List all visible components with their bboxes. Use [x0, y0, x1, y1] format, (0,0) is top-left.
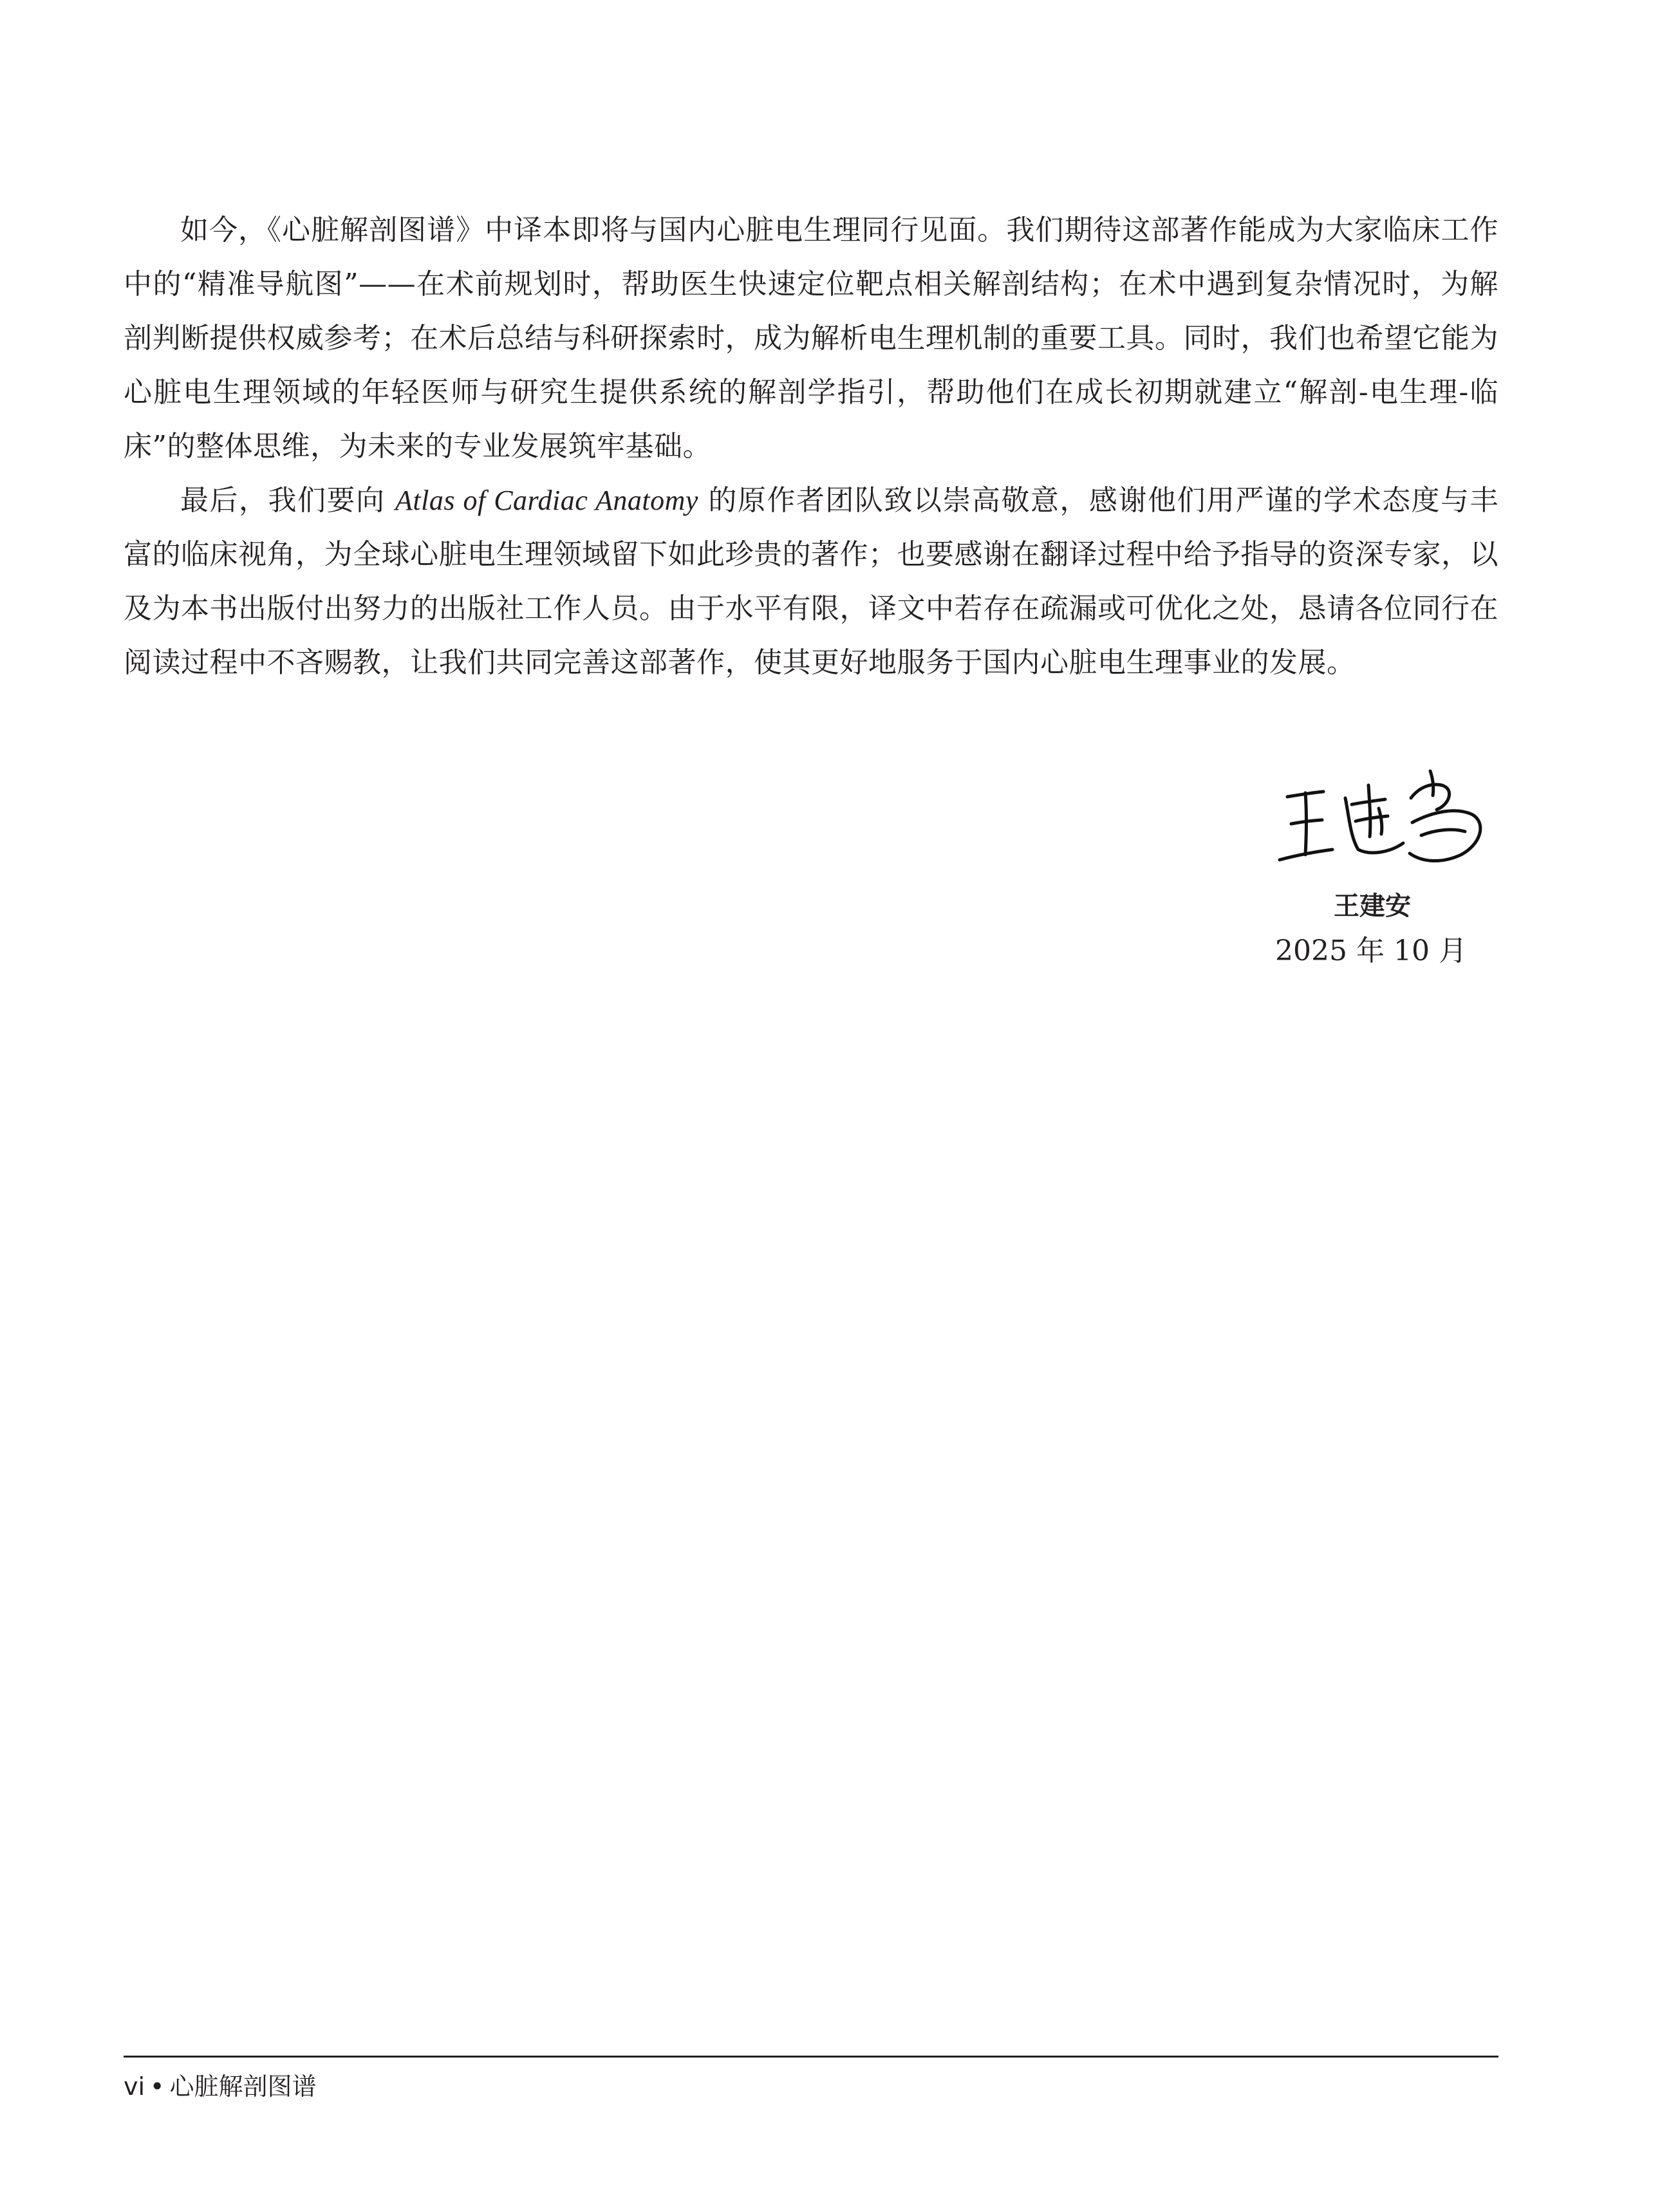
footer-divider — [124, 2056, 1498, 2058]
signer-name: 王建安 — [1334, 891, 1411, 921]
paragraph-2-rest: 的原作者团队致以崇高敬意，感谢他们用严谨的学术态度与丰富的临床视角，为全球心脏电生理领域留下如此珍贵的著作；也要感谢在翻译过程中给予指导的资深专家，以及为本书出版付出努力的出版社工作人员。由于水平有限，译文中若存在疏漏或可优化之处，恳请各位同行在阅读过程中不吝赐教，让我们共同完善这部著作，使其更好地服务于国内心脏电生理事业的发展。 — [124, 484, 1498, 679]
page-footer — [124, 2067, 316, 2106]
paragraph-1: 如今，《心脏解剖图谱》中译本即将与国内心脏电生理同行见面。我们期待这部著作能成为大家临床工作中的“精准导航图”——在术前规划时，帮助医生快速定位靶点相关解剖结构；在术中遇到复杂情况时，为解剖判断提供权威参考；在术后总结与科研探索时，成为解析电生理机制的重要工具。同时，我们也希望它能为心脏电生理领域的年轻医师与研究生提供系统的解剖学指引，帮助他们在成长初期就建立“解剖-电生理-临床”的整体思维，为未来的专业发展筑牢基础。 — [124, 214, 1498, 463]
paragraph-2 — [124, 474, 1498, 690]
running-book-title: 心脏解剖图谱 — [169, 2072, 317, 2101]
handwritten-signature — [1268, 759, 1500, 882]
original-book-title: Atlas of Cardiac Anatomy — [395, 485, 698, 516]
footer-separator: • — [150, 2072, 165, 2101]
signature-block — [1262, 759, 1532, 991]
signature-date: 2025 年 10 月 — [1275, 934, 1467, 967]
preface-body — [124, 203, 1498, 690]
page-number: vi — [124, 2072, 145, 2101]
paragraph-2-lead: 最后，我们要向 — [180, 484, 396, 517]
